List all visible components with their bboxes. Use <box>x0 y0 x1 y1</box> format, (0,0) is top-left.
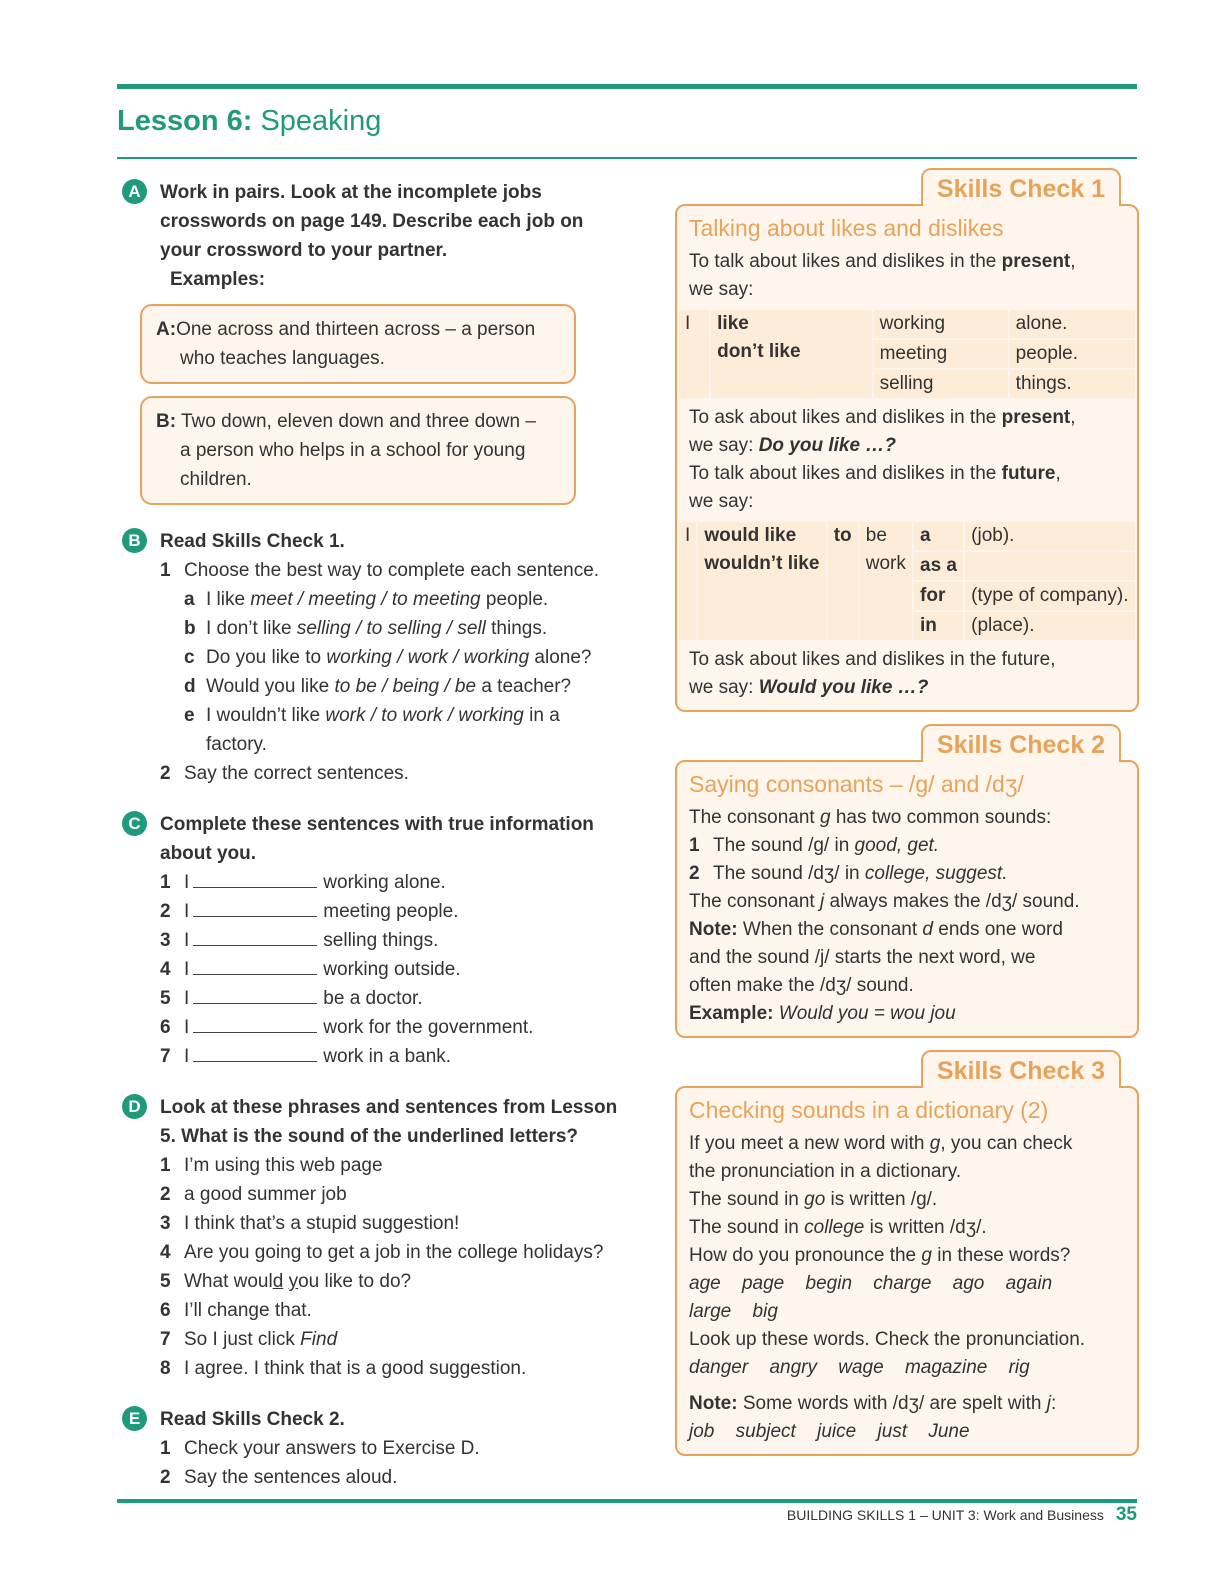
list-item: 3 I selling things. <box>160 926 652 955</box>
answer-blank[interactable] <box>193 1043 317 1062</box>
list-item: 3 I think that’s a stupid suggestion! <box>160 1213 460 1234</box>
list-item: 7 I work in a bank. <box>160 1042 652 1071</box>
page-number: 35 <box>1115 1504 1137 1525</box>
list-item: 2 a good summer job <box>160 1184 347 1205</box>
bottom-rule <box>117 1499 1137 1503</box>
list-item: 2 Say the correct sentences. <box>160 763 409 784</box>
list-item: 8 I agree. I think that is a good suggestion. <box>160 1358 527 1379</box>
answer-blank[interactable] <box>193 956 317 975</box>
list-item: c Do you like to working / work / working alone? <box>184 647 592 668</box>
list-item: 5 I be a doctor. <box>160 984 652 1013</box>
exercise-a <box>122 178 652 505</box>
exercise-a-instruction: Work in pairs. Look at the incomplete jobs crosswords on page 149. Describe each job on your crossword to your partner. <box>160 182 584 261</box>
future-likes-table: I would like wouldn’t like to be work a (job). as a for (type of company). in (place). <box>677 520 1137 642</box>
list-item: 1 I working alone. <box>160 868 652 897</box>
list-item: 2 Say the sentences aloud. <box>160 1467 398 1488</box>
top-rule <box>117 84 1137 89</box>
exercise-b <box>122 527 652 788</box>
answer-blank[interactable] <box>193 898 317 917</box>
list-item: e I wouldn’t like work / to work / working in a <box>184 705 560 726</box>
skills-check-3-tab: Skills Check 3 <box>921 1050 1121 1088</box>
skills-check-2 <box>675 724 1139 1038</box>
skills-check-2-box: Saying consonants – /g/ and /dʒ/ The consonant g has two common sounds: 1 The sound /g/ in good, get. 2 The sound /dʒ/ in college, suggest. The consonant j always makes the /dʒ/ sound. Note: When the consonant d ends one word and the sound /j/ starts the next word, we often make the /dʒ/ sound. Example: Would you = wou jou <box>675 760 1139 1038</box>
list-item: 1 Check your answers to Exercise D. <box>160 1438 480 1459</box>
exercise-e <box>122 1405 652 1492</box>
answer-blank[interactable] <box>193 1014 317 1033</box>
exercise-d-badge: D <box>122 1094 147 1119</box>
exercise-a-badge: A <box>122 179 147 204</box>
footer-text: BUILDING SKILLS 1 – UNIT 3: Work and Business <box>786 1507 1104 1523</box>
word-list: danger angry wage magazine rig <box>689 1357 1030 1378</box>
exercise-b-badge: B <box>122 528 147 553</box>
skills-check-1-box: Talking about likes and dislikes To talk about likes and dislikes in the present, we say: I like don’t like working alone. meeting people. selling things. To ask about likes and dislikes in the present, we say: Do you like …? To talk about likes and dislikes in the future, we say: I would like wouldn’t like to be work a (job). as a for (type of company). in (place). To ask about likes and dislikes in the future, we say: Would you like …? <box>675 204 1139 712</box>
exercise-c-instruction: Complete these sentences with true information about you. <box>160 814 594 864</box>
skills-check-1-tab: Skills Check 1 <box>921 168 1121 206</box>
list-item: 2 I meeting people. <box>160 897 652 926</box>
skills-check-3 <box>675 1050 1139 1456</box>
lesson-title: Lesson 6: Speaking <box>117 105 382 137</box>
answer-blank[interactable] <box>193 985 317 1004</box>
page-footer <box>787 1504 1137 1526</box>
list-item: 6 I’ll change that. <box>160 1300 312 1321</box>
word-list: job subject juice just June <box>689 1421 970 1442</box>
list-item: 7 So I just click Find <box>160 1329 338 1350</box>
list-item: 6 I work for the government. <box>160 1013 652 1042</box>
list-item: factory. <box>206 734 267 755</box>
list-item: 4 I working outside. <box>160 955 652 984</box>
answer-blank[interactable] <box>193 927 317 946</box>
exercises-column <box>122 178 652 1514</box>
dialog-a: A:One across and thirteen across – a person who teaches languages. <box>140 304 576 384</box>
skills-column <box>675 168 1139 1468</box>
skills-check-2-title: Saying consonants – /g/ and /dʒ/ <box>689 771 1024 797</box>
list-item: a I like meet / meeting / to meeting people. <box>184 589 549 610</box>
list-item: 4 Are you going to get a job in the college holidays? <box>160 1242 604 1263</box>
list-item: b I don’t like selling / to selling / sell things. <box>184 618 548 639</box>
skills-check-3-box: Checking sounds in a dictionary (2) If you meet a new word with g, you can check the pronunciation in a dictionary. The sound in go is written /g/. The sound in college is written /dʒ/. How do you pronounce the g in these words? age page begin charge ago again large big Look up these words. Check the pronunciation. danger angry wage magazine rig Note: Some words with /dʒ/ are spelt with j: job subject juice just June <box>675 1086 1139 1456</box>
exercise-c-badge: C <box>122 811 147 836</box>
examples-label: Examples: <box>170 269 266 290</box>
title-rule <box>117 157 1137 159</box>
word-list: large big <box>689 1301 778 1322</box>
present-likes-table: I like don’t like working alone. meeting people. selling things. <box>677 308 1137 400</box>
list-item: 1 I’m using this web page <box>160 1155 383 1176</box>
skills-check-3-title: Checking sounds in a dictionary (2) <box>689 1097 1049 1123</box>
answer-blank[interactable] <box>193 869 317 888</box>
exercise-e-instruction: Read Skills Check 2. <box>160 1409 345 1430</box>
exercise-d <box>122 1093 652 1383</box>
exercise-e-badge: E <box>122 1406 147 1431</box>
skills-check-1-title: Talking about likes and dislikes <box>689 215 1004 241</box>
list-item: 5 What would you like to do? <box>160 1271 412 1292</box>
exercise-c <box>122 810 652 1071</box>
list-item: 1 Choose the best way to complete each sentence. <box>160 560 600 581</box>
exercise-d-instruction: Look at these phrases and sentences from Lesson 5. What is the sound of the underlined letters? <box>160 1097 618 1147</box>
dialog-b: B: Two down, eleven down and three down – a person who helps in a school for young children. <box>140 396 576 505</box>
list-item: d Would you like to be / being / be a teacher? <box>184 676 572 697</box>
exercise-b-instruction: Read Skills Check 1. <box>160 531 345 552</box>
skills-check-2-tab: Skills Check 2 <box>921 724 1121 762</box>
word-list: age page begin charge ago again <box>689 1273 1053 1294</box>
skills-check-1 <box>675 168 1139 712</box>
